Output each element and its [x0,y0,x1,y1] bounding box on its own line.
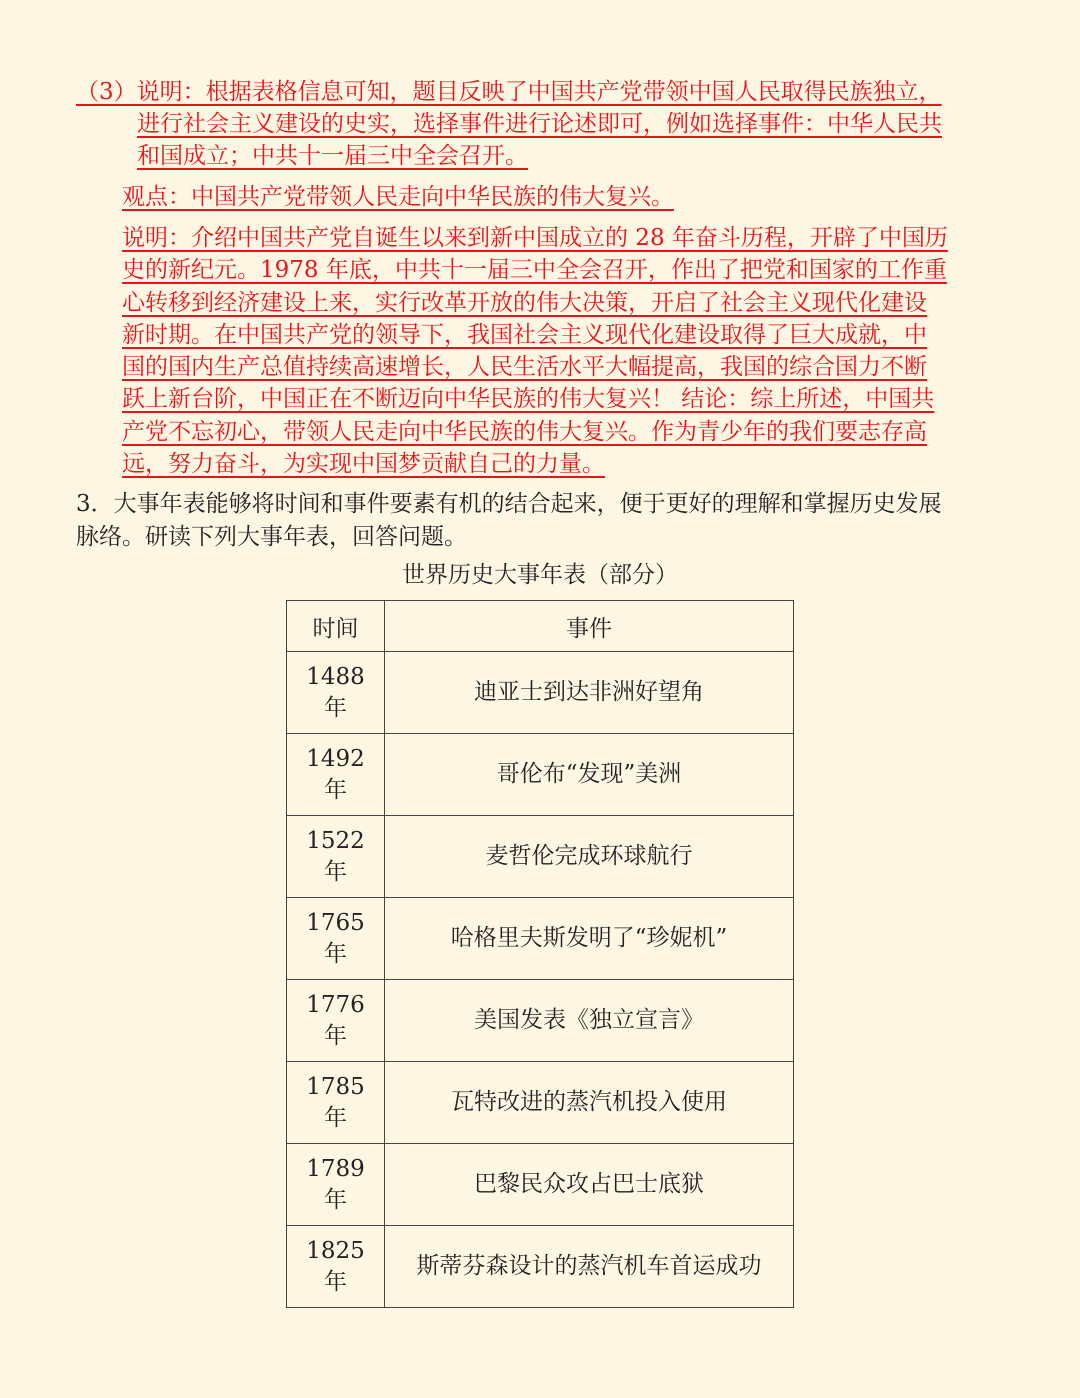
year-cell [287,652,385,734]
header-event: 事件 [385,601,794,652]
table-row [287,734,794,816]
year: 1492 [306,745,365,772]
year-cell [287,734,385,816]
explanation-line: 心转移到经济建设上来，实行改革开放的伟大决策，开启了社会主义现代化建设 [122,289,927,316]
year-unit: 年 [324,940,347,967]
year-cell [287,1144,385,1226]
year-unit: 年 [324,858,347,885]
table-row [287,898,794,980]
explanation-line: 国的国内生产总值持续高速增长，人民生活水平大幅提高，我国的综合国力不断 [122,354,927,381]
explanation-line: 跃上新台阶，中国正在不断迈向中华民族的伟大复兴！ 结论：综上所述，中国共 [122,386,935,413]
explanation-line: 说明：介绍中国共产党自诞生以来到新中国成立的 28 年奋斗历程，开辟了中国历 [122,225,948,251]
year-cell [287,898,385,980]
question-3-line-1: 3．大事年表能够将时间和事件要素有机的结合起来，便于更好的理解和掌握历史发展 [76,491,942,517]
year: 1765 [306,909,365,936]
year: 1825 [306,1237,365,1264]
year-cell [287,1062,385,1144]
explanation-line: 远，努力奋斗，为实现中国梦贡献自己的力量。 [122,451,605,478]
question-3-line-2: 脉络。研读下列大事年表，回答问题。 [76,524,467,550]
table-row [287,1226,794,1308]
year-cell [287,980,385,1062]
event-cell: 迪亚士到达非洲好望角 [385,652,794,734]
event-cell: 麦哲伦完成环球航行 [385,816,794,898]
year: 1522 [306,827,365,854]
answer-line-3: 和国成立；中共十一届三中全会召开。 [137,143,528,169]
table-header-row [287,601,794,652]
table-title: 世界历史大事年表（部分） [402,562,678,588]
year-unit: 年 [324,1186,347,1213]
event-cell: 瓦特改进的蒸汽机投入使用 [385,1062,794,1144]
event-cell: 哈格里夫斯发明了“珍妮机” [385,898,794,980]
event-cell: 斯蒂芬森设计的蒸汽机车首运成功 [385,1226,794,1308]
explanation-line: 史的新纪元。1978 年底，中共十一届三中全会召开，作出了把党和国家的工作重 [122,257,947,284]
table-row [287,980,794,1062]
year-unit: 年 [324,1104,347,1131]
year: 1785 [306,1073,365,1100]
year-cell [287,1226,385,1308]
table-row [287,652,794,734]
event-cell: 哥伦布“发现”美洲 [385,734,794,816]
year: 1776 [306,991,365,1018]
year-unit: 年 [324,694,347,721]
header-time: 时间 [287,601,385,652]
table-row [287,1144,794,1226]
year-unit: 年 [324,776,347,803]
explanation-line: 新时期。在中国共产党的领导下，我国社会主义现代化建设取得了巨大成就，中 [122,321,927,348]
year-cell [287,816,385,898]
year: 1789 [306,1155,365,1182]
viewpoint: 观点：中国共产党带领人民走向中华民族的伟大复兴。 [122,184,674,210]
answer-line-2: 进行社会主义建设的史实，选择事件进行论述即可，例如选择事件：中华人民共 [137,111,942,137]
explanation [122,222,1002,480]
table-row [287,1062,794,1144]
chronology-table [286,600,794,1308]
year-unit: 年 [324,1022,347,1049]
explanation-line: 产党不忘初心，带领人民走向中华民族的伟大复兴。作为青少年的我们要志存高 [122,418,927,445]
year-unit: 年 [324,1268,347,1295]
year: 1488 [306,663,365,690]
answer-line-1: （3）说明：根据表格信息可知，题目反映了中国共产党带领中国人民取得民族独立， [76,79,942,105]
event-cell: 美国发表《独立宣言》 [385,980,794,1062]
question-3 [76,488,1006,554]
event-cell: 巴黎民众攻占巴士底狱 [385,1144,794,1226]
table-row [287,816,794,898]
